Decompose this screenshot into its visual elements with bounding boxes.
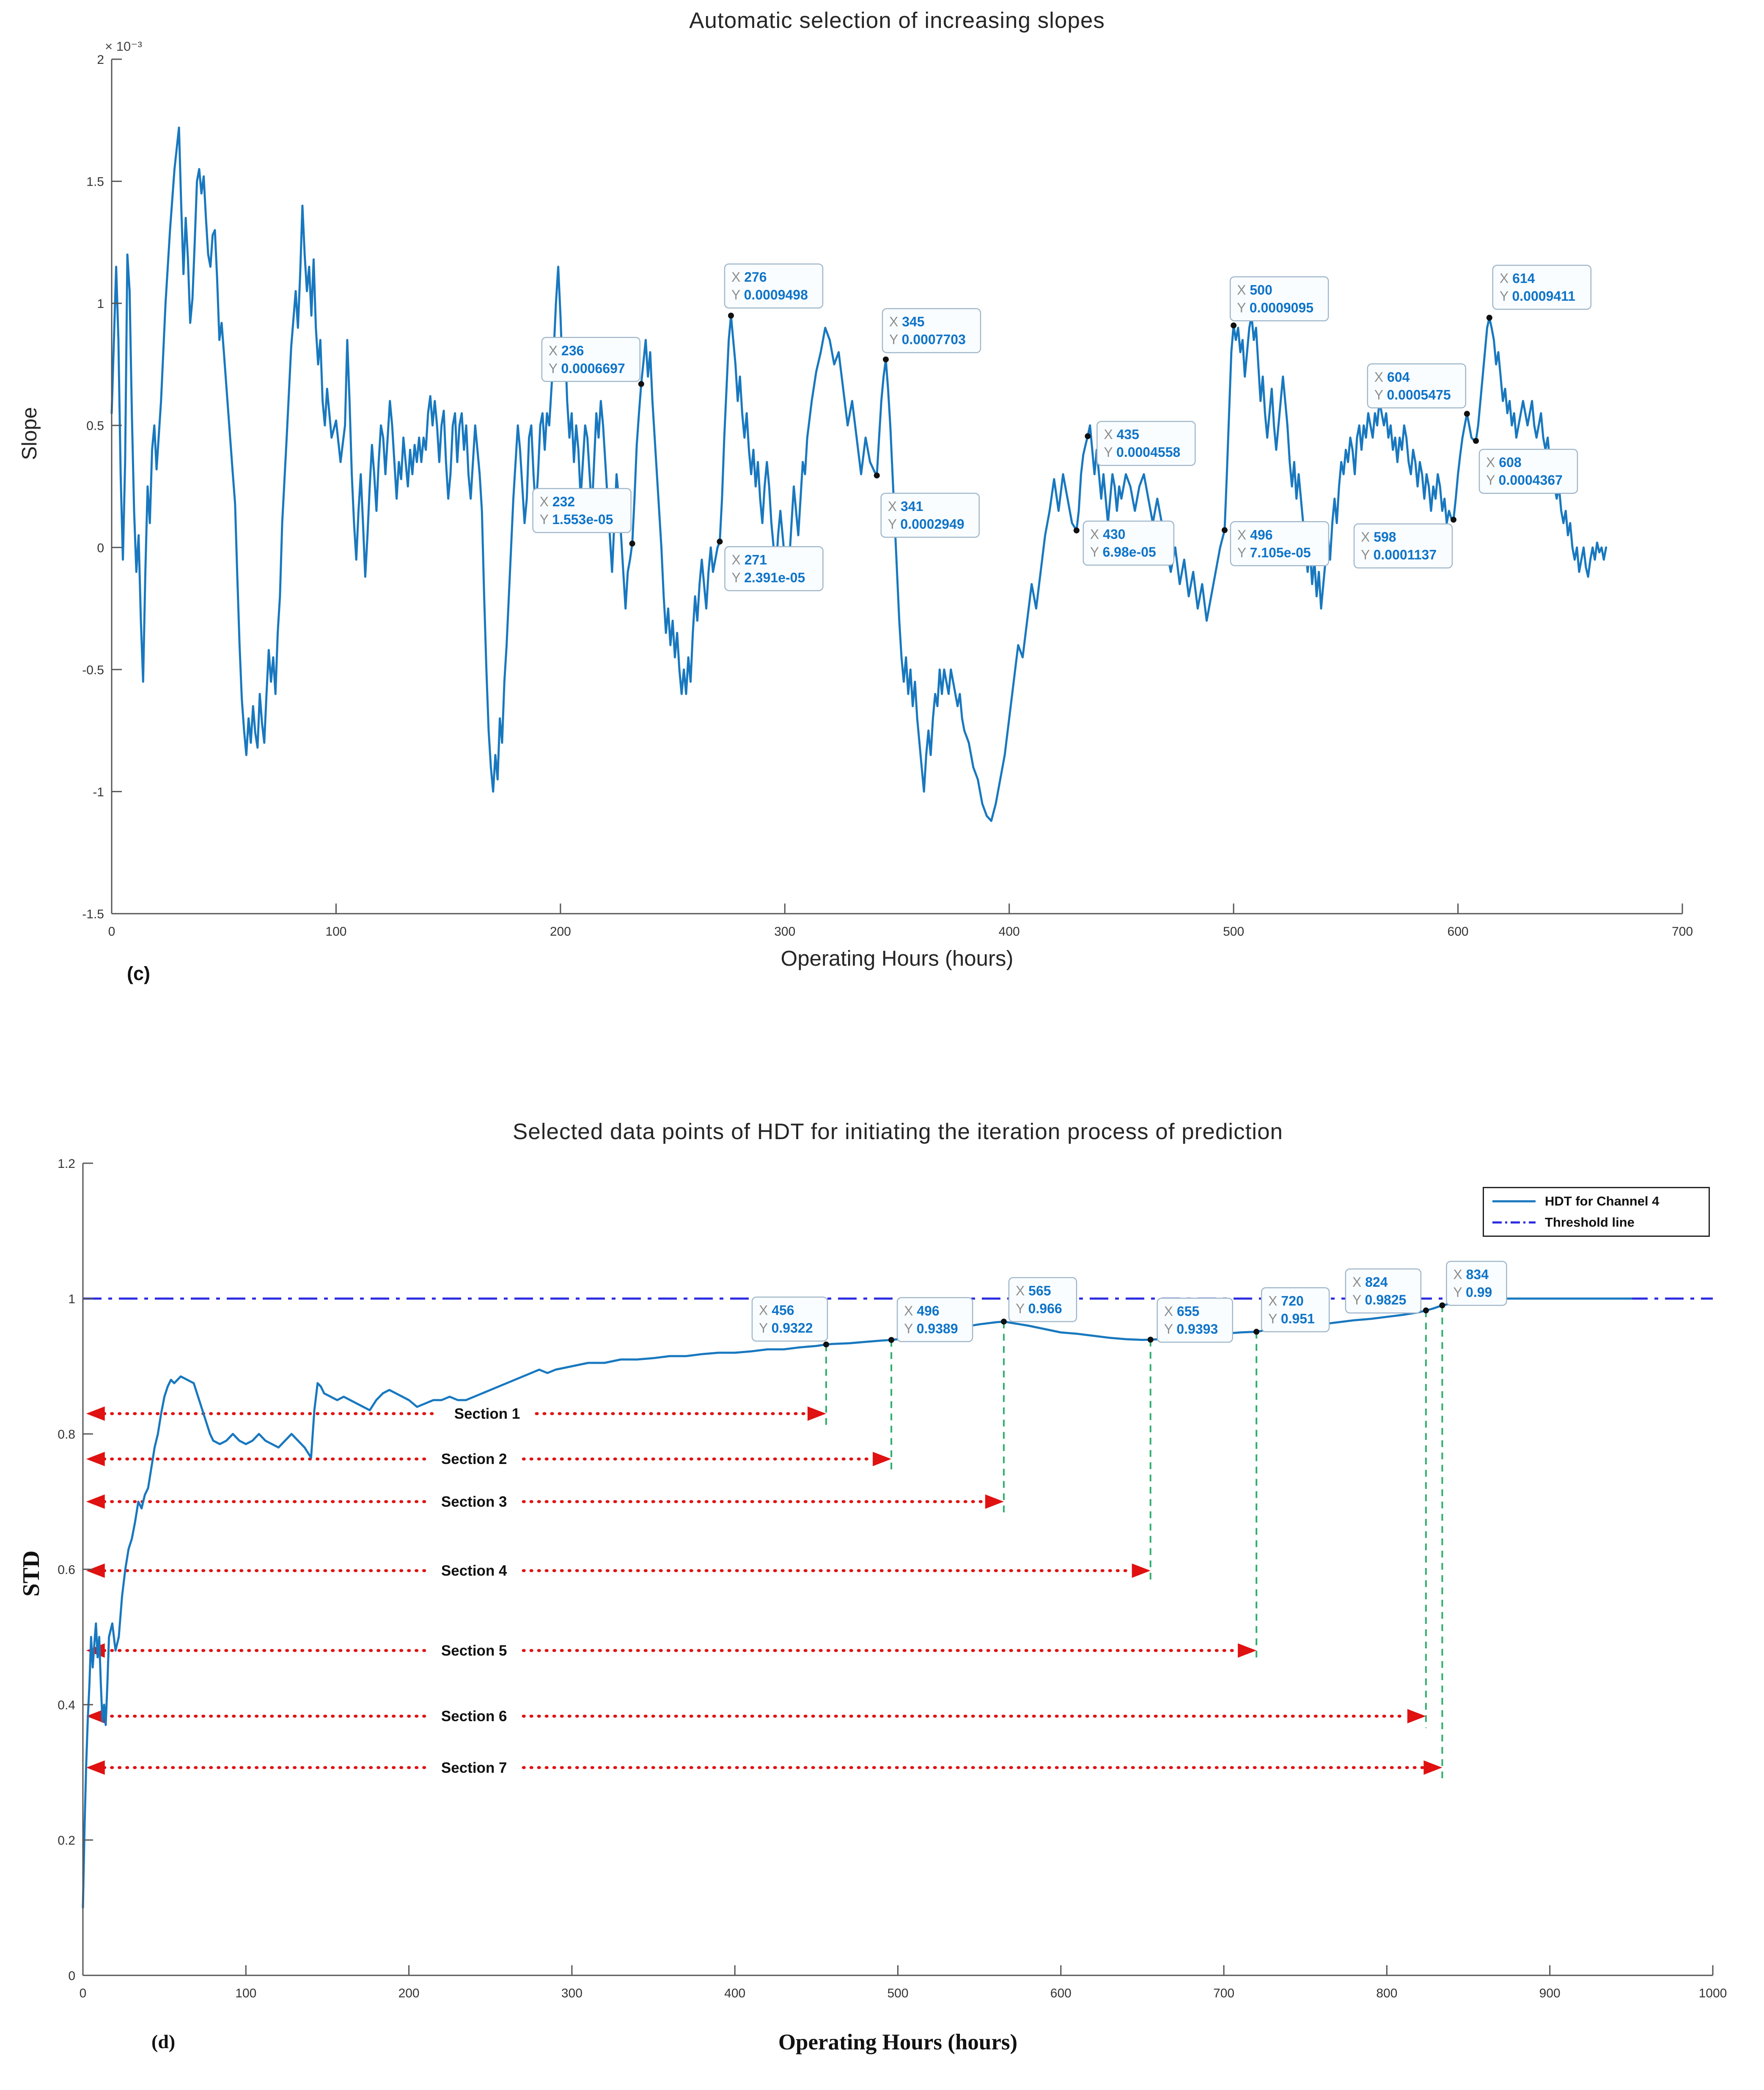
y-tick-label: -0.5 (82, 663, 104, 677)
datatip-text: X 500 (1237, 282, 1272, 298)
x-tick-label: 500 (1223, 925, 1245, 939)
arrowhead-right-icon (985, 1494, 1004, 1509)
datatip-marker (1085, 433, 1091, 439)
datatip-text: X 496 (904, 1303, 940, 1318)
y-tick-label: -1 (93, 785, 104, 799)
datatip-text: Y 0.9389 (904, 1321, 958, 1336)
datatip-marker (629, 541, 635, 547)
datatip-text: X 236 (548, 343, 584, 358)
x-tick-label: 900 (1539, 1986, 1561, 2000)
datatip-text: X 435 (1104, 427, 1139, 442)
chart-d-y-axis-label: STD (18, 1550, 44, 1597)
chart-d-plot (0, 1100, 1764, 2090)
x-tick-label: 600 (1050, 1986, 1072, 2000)
x-tick-label: 700 (1213, 1986, 1235, 2000)
x-tick-label: 0 (108, 925, 115, 939)
datatip-text: Y 0.9322 (758, 1320, 813, 1336)
section-label: Section 3 (441, 1494, 507, 1510)
datatip-text: Y 0.0002949 (887, 516, 964, 532)
datatip-marker (1486, 315, 1492, 321)
chart-c-y-scale-label: × 10⁻³ (105, 39, 142, 54)
datatip-text: Y 1.553e-05 (539, 512, 613, 527)
legend-item-threshold (1484, 1213, 1709, 1232)
legend-item-hdt-channel-4 (1484, 1192, 1709, 1211)
x-tick-label: 1000 (1698, 1986, 1727, 2000)
datatip-marker (1231, 322, 1236, 328)
arrowhead-left-icon (86, 1563, 105, 1578)
y-tick-label: 1 (68, 1292, 75, 1306)
datatip-text: Y 7.105e-05 (1237, 545, 1311, 560)
datatip-text: X 824 (1352, 1274, 1388, 1290)
legend-dashdot-line-icon (1491, 1220, 1537, 1225)
section-label: Section 4 (441, 1563, 507, 1579)
datatip-text: Y 0.9825 (1352, 1292, 1407, 1307)
datatip-text: Y 0.0006697 (548, 360, 625, 376)
datatip-text: Y 0.0004367 (1486, 472, 1563, 488)
datatip-text: X 720 (1268, 1293, 1304, 1309)
x-tick-label: 300 (774, 925, 796, 939)
x-tick-label: 100 (235, 1986, 257, 2000)
legend-label-threshold: Threshold line (1545, 1215, 1635, 1230)
datatip-text: Y 0.0009411 (1499, 288, 1575, 304)
y-tick-label: 1 (97, 297, 104, 311)
datatip-text: X 345 (889, 314, 925, 330)
chart-c-y-axis-label: Slope (18, 407, 41, 460)
chart-c-x-axis-label: Operating Hours (hours) (780, 946, 1014, 970)
section-label: Section 2 (441, 1451, 507, 1468)
datatip-text: Y 0.99 (1453, 1285, 1492, 1300)
datatip-marker (1473, 438, 1479, 444)
y-tick-label: -1.5 (82, 907, 104, 921)
datatip-text: X 614 (1499, 271, 1535, 286)
chart-c-plot (0, 0, 1764, 1024)
datatip-marker (1423, 1307, 1429, 1313)
datatip-text: X 430 (1090, 527, 1126, 542)
datatip-text: Y 0.0009498 (731, 287, 808, 303)
datatip-text: X 608 (1486, 455, 1522, 470)
arrowhead-left-icon (86, 1643, 105, 1658)
x-tick-label: 500 (887, 1986, 909, 2000)
y-tick-label: 0.8 (58, 1428, 75, 1442)
x-tick-label: 400 (724, 1986, 746, 2000)
chart-c-group (82, 53, 1693, 939)
arrowhead-right-icon (808, 1406, 826, 1421)
datatip-marker (1439, 1302, 1445, 1308)
datatip-text: X 276 (731, 269, 767, 285)
datatip-text: Y 0.0007703 (889, 332, 966, 347)
y-tick-label: 0.5 (86, 419, 104, 433)
y-tick-label: 0.6 (58, 1563, 75, 1577)
datatip-text: Y 0.0005475 (1374, 387, 1451, 403)
datatip-marker (1001, 1318, 1007, 1324)
datatip-text: Y 6.98e-05 (1090, 544, 1156, 560)
x-tick-label: 600 (1447, 925, 1469, 939)
arrowhead-right-icon (1132, 1563, 1151, 1578)
datatip-marker (1464, 411, 1470, 417)
datatip-text: X 232 (539, 494, 575, 510)
datatip-text: Y 0.0009095 (1237, 300, 1314, 316)
legend (1483, 1187, 1710, 1237)
chart-d-title: Selected data points of HDT for initiating the iteration process of prediction (512, 1119, 1283, 1144)
y-tick-label: 0.4 (58, 1698, 75, 1712)
datatip-marker (717, 538, 723, 544)
y-tick-label: 2 (97, 53, 104, 67)
y-tick-label: 1.5 (86, 175, 104, 189)
arrowhead-left-icon (86, 1406, 105, 1421)
datatip-text: Y 2.391e-05 (731, 570, 805, 585)
x-tick-label: 0 (79, 1986, 87, 2000)
arrowhead-right-icon (1238, 1643, 1256, 1658)
arrowhead-right-icon (873, 1452, 891, 1466)
x-tick-label: 700 (1671, 925, 1693, 939)
figure-c-label: (c) (127, 963, 150, 984)
datatip-text: X 604 (1374, 369, 1410, 385)
x-tick-label: 400 (998, 925, 1020, 939)
datatip-text: Y 0.9393 (1164, 1321, 1218, 1337)
series-line (112, 128, 1606, 821)
x-tick-label: 200 (398, 1986, 420, 2000)
series-line (83, 1299, 1631, 1908)
datatip-text: X 565 (1015, 1283, 1051, 1299)
y-tick-label: 1.2 (58, 1157, 75, 1171)
y-tick-label: 0 (97, 541, 104, 555)
arrowhead-right-icon (1423, 1760, 1442, 1775)
datatip-text: Y 0.966 (1015, 1301, 1062, 1316)
datatip-text: X 598 (1360, 529, 1396, 545)
arrowhead-left-icon (86, 1494, 105, 1509)
arrowhead-left-icon (86, 1452, 105, 1466)
datatip-marker (883, 357, 889, 363)
figure-d-label: (d) (151, 2031, 176, 2052)
chart-d-group (58, 1157, 1727, 2000)
x-tick-label: 300 (561, 1986, 583, 2000)
section-label: Section 1 (454, 1406, 520, 1422)
datatip-text: Y 0.951 (1268, 1311, 1315, 1327)
datatip-text: X 341 (887, 499, 923, 514)
datatip-text: X 271 (731, 552, 767, 568)
datatip-marker (823, 1341, 829, 1347)
section-label: Section 6 (441, 1708, 507, 1725)
chart-c-title: Automatic selection of increasing slopes (689, 8, 1105, 33)
legend-solid-line-icon (1491, 1199, 1537, 1204)
datatip-text: X 456 (758, 1302, 794, 1318)
y-tick-label: 0 (68, 1969, 75, 1983)
datatip-text: Y 0.0001137 (1360, 547, 1437, 563)
arrowhead-left-icon (86, 1760, 105, 1775)
datatip-marker (638, 381, 644, 387)
x-tick-label: 200 (550, 925, 571, 939)
y-tick-label: 0.2 (58, 1834, 75, 1848)
chart-d-x-axis-label: Operating Hours (hours) (778, 2030, 1018, 2054)
x-tick-label: 100 (325, 925, 347, 939)
datatip-marker (1451, 517, 1456, 523)
datatip-text: X 655 (1164, 1304, 1200, 1319)
section-label: Section 7 (441, 1759, 507, 1776)
datatip-text: Y 0.0004558 (1104, 445, 1181, 460)
datatip-text: X 834 (1453, 1267, 1489, 1282)
section-label: Section 5 (441, 1642, 507, 1659)
datatip-text: X 496 (1237, 527, 1273, 543)
x-tick-label: 800 (1376, 1986, 1398, 2000)
datatip-marker (1074, 527, 1080, 533)
datatip-marker (888, 1337, 894, 1343)
legend-label-hdt: HDT for Channel 4 (1545, 1194, 1660, 1208)
datatip-marker (1253, 1329, 1259, 1335)
datatip-marker (1148, 1337, 1154, 1343)
datatip-marker (1222, 527, 1228, 533)
arrowhead-right-icon (1407, 1709, 1426, 1723)
datatip-marker (874, 472, 880, 478)
datatip-marker (728, 313, 734, 319)
